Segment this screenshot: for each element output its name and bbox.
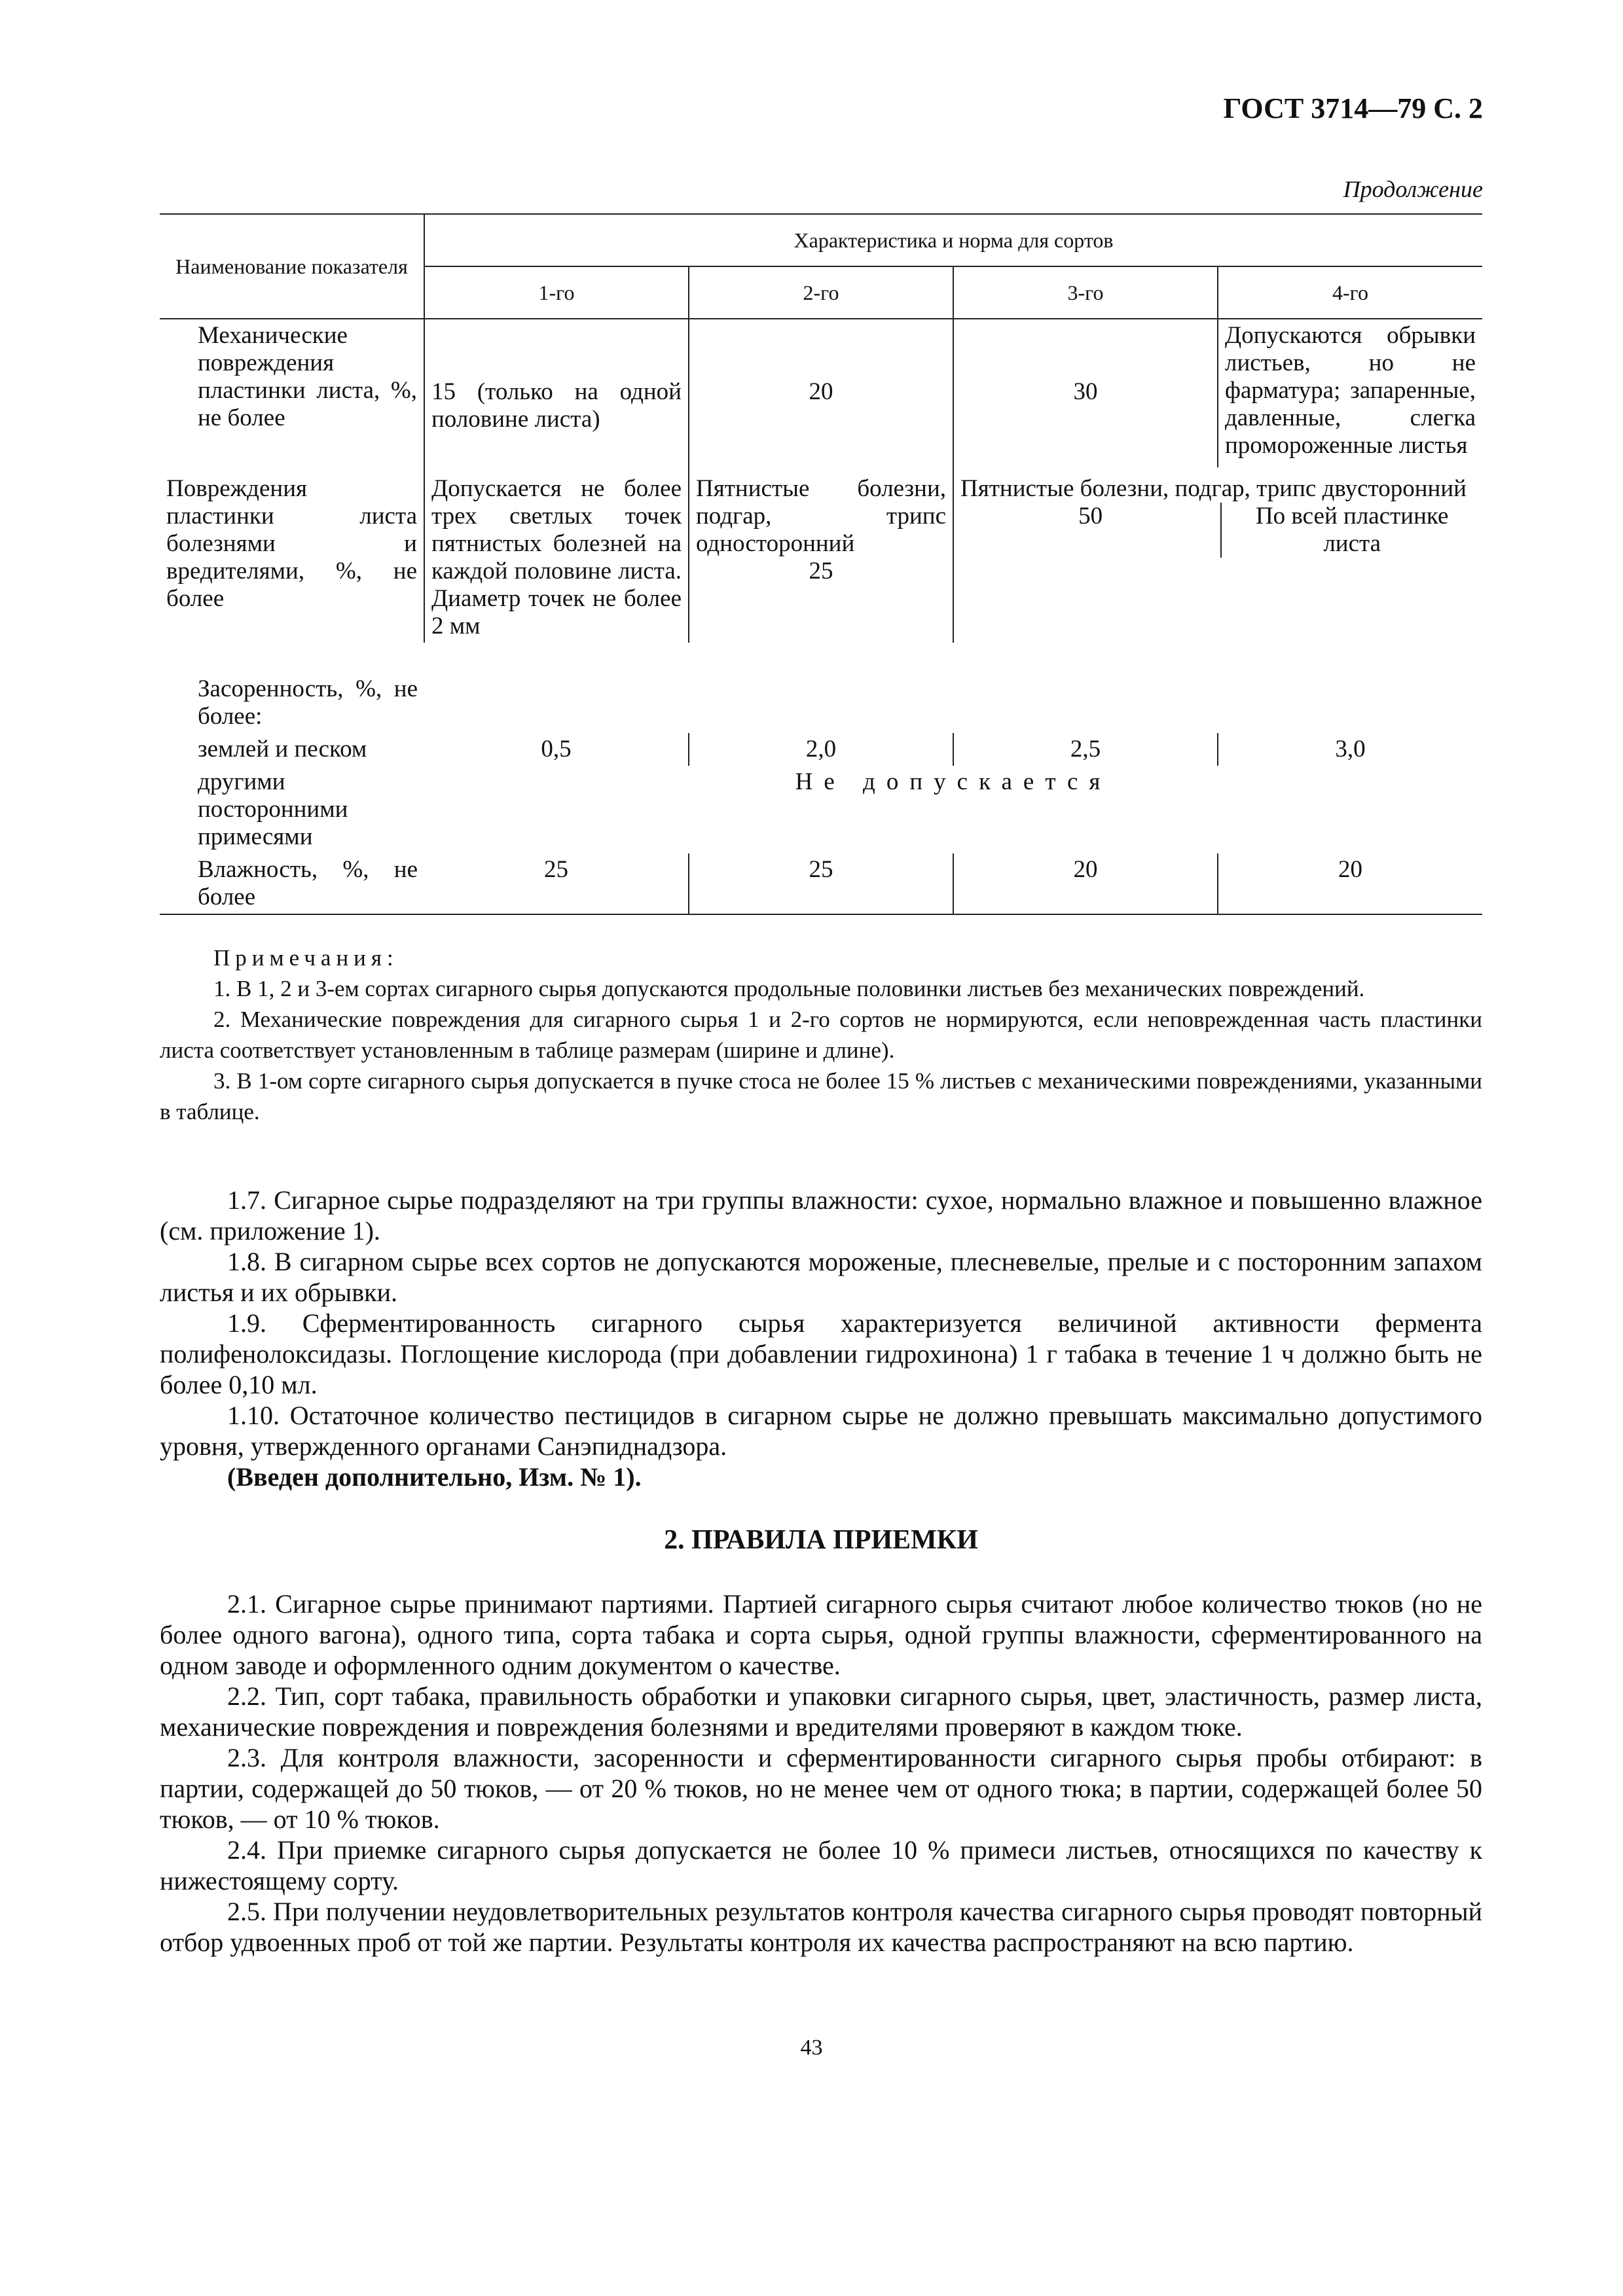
table-notes: [160, 942, 1482, 1127]
paragraph-2-3: 2.3. Для контроля влажности, засоренности и сферментированности сигарного сырья пробы отбирают: в партии, содержащей до 50 тюков, — от 20 % тюков, но не менее чем от одного тюка; в партии, содержащей более 50 тюков, — от 10 % тюков.: [160, 1743, 1482, 1834]
cell-grade-2-value: 25: [809, 558, 833, 584]
header-grade-1: 1-го: [424, 266, 689, 319]
header-grade-2: 2-го: [689, 266, 953, 319]
cell-grade-2: 2,0: [689, 733, 953, 766]
row-name: Влажность, %, не более: [160, 853, 424, 914]
note-item: 3. В 1-ом сорте сигарного сырья допускается в пучке стоса не более 15 % листьев с механическими повреждениями, указанными в таблице.: [160, 1068, 1482, 1124]
cell-grade-4-value: По всей пластинке листа: [1220, 503, 1476, 558]
document-body: [160, 1185, 1482, 1958]
table-row: [160, 766, 1482, 853]
table-row: [160, 643, 1482, 733]
paragraph-1-9: 1.9. Сферментированность сигарного сырья характеризуется величиной активности фермента полифенолоксидазы. Поглощение кислорода (при добавлении гидрохинона) 1 г табака в течение 1 ч должно быть не более 0,10 мл.: [160, 1308, 1482, 1399]
table-row: [160, 319, 1482, 467]
paragraph-2-1: 2.1. Сигарное сырье принимают партиями. Партией сигарного сырья считают любое количество тюков (но не более одного вагона), одного типа, сорта табака и сорта сырья, одной группы влажности, сферментированного на одном заводе и оформленного одним документом о качестве.: [160, 1589, 1482, 1680]
row-name: Повреждения пластинки листа болезнями и вредителями, %, не более: [166, 475, 417, 612]
cell-grade-2: 20: [689, 319, 953, 467]
cell-not-allowed: Не допускается: [795, 768, 1112, 795]
table-row: [160, 467, 1482, 643]
cell-grade-4: Допускаются обрывки листьев, но не фарматура; запаренные, давленные, слегка промороженные листья: [1218, 319, 1482, 467]
amendment-note: (Введен дополнительно, Изм. № 1).: [227, 1462, 642, 1492]
header-grade-3: 3-го: [953, 266, 1218, 319]
row-name: землей и песком: [198, 736, 367, 762]
header-grade-4: 4-го: [1218, 266, 1482, 319]
page-number: 43: [800, 2036, 823, 2060]
cell-grade-3: 20: [953, 853, 1218, 914]
cell-grade-1: Допускается не более трех светлых точек пятнистых болезней на каждой половине листа. Диаметр точек не более 2 мм: [424, 467, 689, 643]
standard-header: ГОСТ 3714—79 С. 2: [1223, 92, 1483, 124]
row-name: другими посторонними примесями: [198, 768, 348, 850]
note-item: 1. В 1, 2 и 3-ем сортах сигарного сырья допускаются продольные половинки листьев без механических повреждений.: [213, 976, 1365, 1001]
paragraph-1-10: 1.10. Остаточное количество пестицидов в сигарном сырье не должно превышать максимально допустимого уровня, утвержденного органами Санэпиднадзора.: [160, 1401, 1482, 1461]
notes-title: Примечания:: [213, 945, 399, 971]
row-name: Механические повреждения пластинки листа, %, не более: [198, 322, 417, 431]
cell-grade-2-text: Пятнистые болезни, подгар, трипс односторонний: [696, 475, 946, 557]
cell-grade-3-value: 50: [1078, 503, 1103, 529]
cell-grade-2: 25: [689, 853, 953, 914]
cell-grade-4: 20: [1218, 853, 1482, 914]
table-row: [160, 733, 1482, 766]
table-row: [160, 853, 1482, 914]
cell-grade-1: 0,5: [541, 736, 572, 762]
cell-grade-3-4-text: Пятнистые болезни, подгар, трипс двусторонний: [960, 475, 1467, 502]
section-heading: 2. ПРАВИЛА ПРИЕМКИ: [664, 1525, 978, 1555]
paragraph-2-5: 2.5. При получении неудовлетворительных результатов контроля качества сигарного сырья проводят повторный отбор удвоенных проб от той же партии. Результаты контроля их качества распространяют на всю партию.: [160, 1897, 1482, 1957]
cell-grade-3: 30: [953, 319, 1218, 467]
cell-grade-4: 3,0: [1218, 733, 1482, 766]
paragraph-1-8: 1.8. В сигарном сырье всех сортов не допускаются мороженые, плесневелые, прелые и с посторонним запахом листья и их обрывки.: [160, 1247, 1482, 1307]
specification-table: [160, 213, 1482, 915]
row-name: Засоренность, %, не более:: [198, 675, 418, 730]
paragraph-2-4: 2.4. При приемке сигарного сырья допускается не более 10 % примеси листьев, относящихся по качеству к нижестоящему сорту.: [160, 1835, 1482, 1895]
paragraph-1-7: 1.7. Сигарное сырье подразделяют на три группы влажности: сухое, нормально влажное и повышенно влажное (см. приложение 1).: [160, 1185, 1482, 1246]
header-indicator: Наименование показателя: [160, 214, 424, 319]
cell-grade-1: 15 (только на одной половине листа): [424, 319, 689, 467]
cell-grade-1: 25: [424, 853, 689, 914]
cell-grade-3: 2,5: [953, 733, 1218, 766]
continuation-label: Продолжение: [1343, 176, 1483, 202]
paragraph-2-2: 2.2. Тип, сорт табака, правильность обработки и упаковки сигарного сырья, цвет, эластичность, размер листа, механические повреждения и повреждения болезнями и вредителями проверяют в каждом тюке.: [160, 1681, 1482, 1742]
note-item: 2. Механические повреждения для сигарного сырья 1 и 2-го сортов не нормируются, если неповрежденная часть пластинки листа соответствует установленным в таблице размерам (ширине и длине).: [160, 1007, 1482, 1063]
header-characteristics: Характеристика и норма для сортов: [424, 214, 1482, 266]
